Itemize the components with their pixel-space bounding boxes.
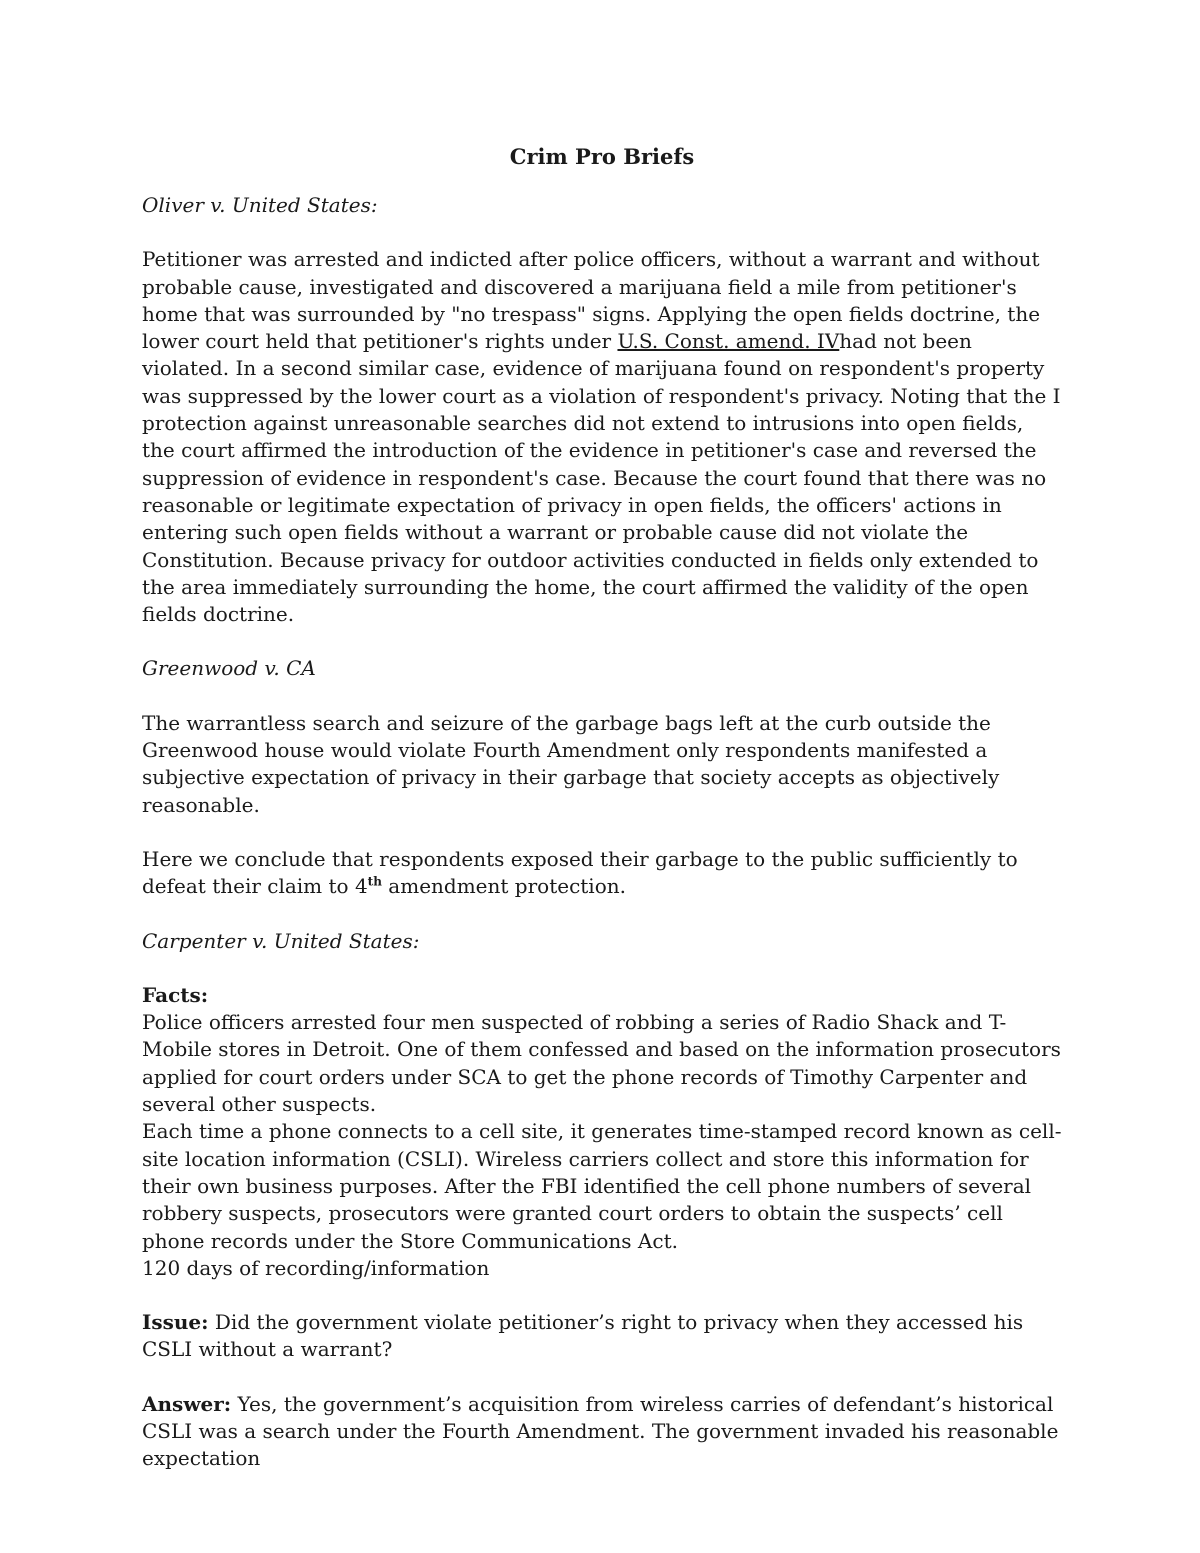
case-heading-greenwood: Greenwood v. CA [142, 656, 316, 681]
greenwood-ordinal-sup: th [367, 874, 382, 889]
greenwood-p2-before: Here we conclude that respondents exposed their garbage to the public sufficiently to defeat their claim to 4 [142, 846, 1018, 899]
facts-paragraph-1: Police officers arrested four men suspected of robbing a series of Radio Shack and T-Mobile stores in Detroit. One of them confessed and based on the information prosecutors applied for court orders under SCA to get the phone records of Timothy Carpenter and several other suspects. [142, 1010, 1061, 1117]
issue-text: Did the government violate petitioner’s right to privacy when they accessed his CSLI without a warrant? [142, 1310, 1024, 1362]
carpenter-answer [142, 1391, 1062, 1473]
facts-label: Facts: [142, 982, 209, 1007]
answer-text: Yes, the government’s acquisition from wireless carries of defendant’s historical CSLI was a search under the Fourth Amendment. The government invaded his reasonable expectation [142, 1391, 1059, 1471]
carpenter-facts [142, 982, 1062, 1282]
greenwood-paragraph-2 [142, 846, 1062, 901]
oliver-summary [142, 246, 1062, 628]
facts-paragraph-2: Each time a phone connects to a cell site, it generates time-stamped record known as cell-site location information (CSLI). Wireless carriers collect and store this information for their own business purposes. After the FBI identified the cell phone numbers of several robbery suspects, prosecutors were granted court orders to obtain the suspects’ cell phone records under the Store Communications Act. [142, 1119, 1062, 1253]
case-heading-oliver: Oliver v. United States: [142, 193, 378, 217]
oliver-text-before-citation: Petitioner was arrested and indicted after police officers, without a warrant and without probable cause, investigated and discovered a marijuana field a mile from petitioner's home that was surrounded by "no trespass" signs. Applying the open fields doctrine, the lower court held that petitioner's rights under [142, 247, 1041, 354]
document-page [142, 140, 1062, 1500]
oliver-citation: U.S. Const. amend. IV [617, 329, 840, 354]
carpenter-issue [142, 1309, 1062, 1364]
issue-label: Issue: [142, 1310, 209, 1335]
greenwood-p2-after: amendment protection. [381, 874, 626, 899]
answer-label: Answer: [142, 1391, 232, 1416]
facts-paragraph-3: 120 days of recording/information [142, 1255, 490, 1280]
oliver-text-after-citation: had not been violated. In a second similar case, evidence of marijuana found on respondent's property was suppressed by the lower court as a violation of respondent's privacy. Noting that the I protection against unreasonable searches did not extend to intrusions into open fields, the court affirmed the introduction of the evidence in petitioner's case and reversed the suppression of evidence in respondent's case. Because the court found that there was no reasonable or legitimate expectation of privacy in open fields, the officers' actions in entering such open fields without a warrant or probable cause did not violate the Constitution. Because privacy for outdoor activities conducted in fields only extended to the area immediately surrounding the home, the court affirmed the validity of the open fields doctrine. [142, 329, 1061, 627]
case-heading-carpenter: Carpenter v. United States: [142, 928, 420, 953]
greenwood-paragraph-1: The warrantless search and seizure of the garbage bags left at the curb outside the Greenwood house would violate Fourth Amendment only respondents manifested a subjective expectation of privacy in their garbage that society accepts as objectively reasonable. [142, 710, 1000, 817]
document-title: Crim Pro Briefs [509, 144, 695, 169]
